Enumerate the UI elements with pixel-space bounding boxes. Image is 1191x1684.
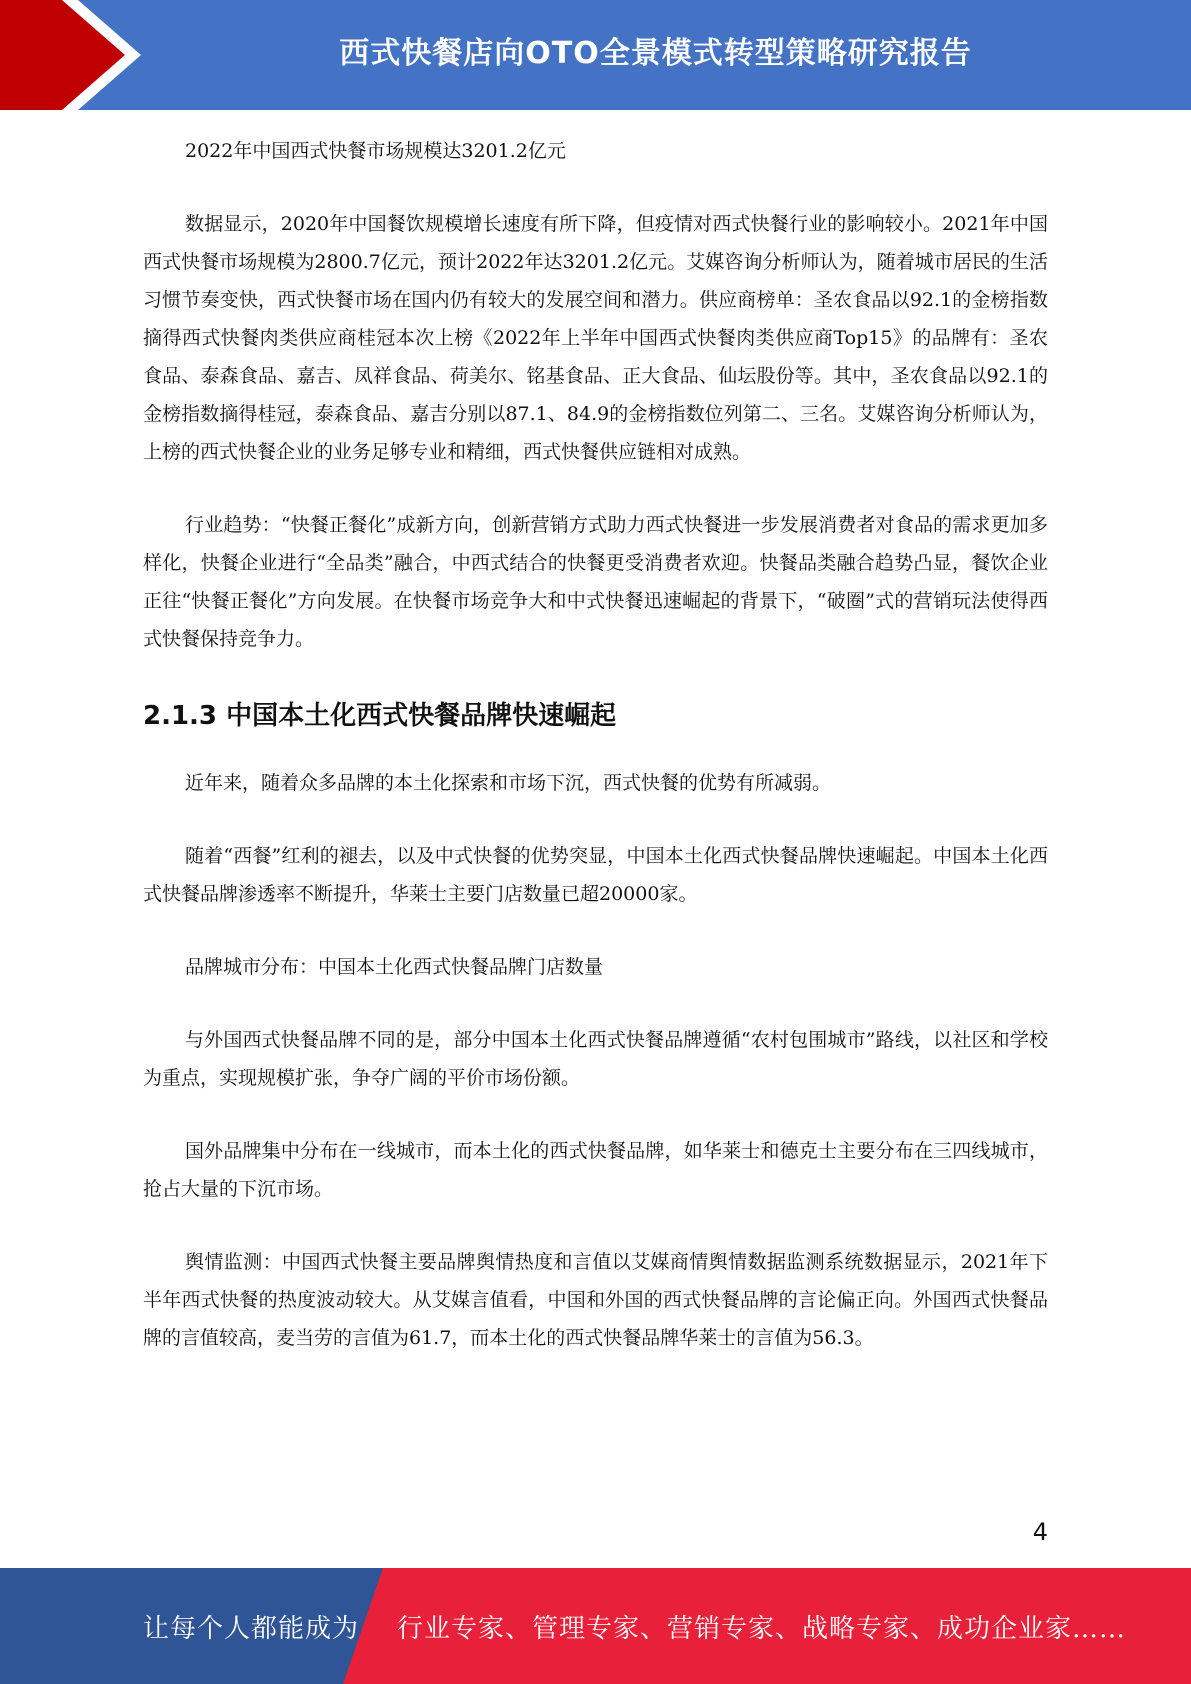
report-title: 西式快餐店向OTO全景模式转型策略研究报告: [339, 36, 972, 71]
page-number: 4: [1032, 1518, 1048, 1546]
foreign-brands-paragraph: 国外品牌集中分布在一线城市，而本土化的西式快餐品牌，如华莱士和德克士主要分布在三四线城市，抢占大量的下沉市场。: [143, 1140, 1048, 1200]
subtitle-paragraph: 2022年中国西式快餐市场规模达3201.2亿元: [185, 140, 566, 162]
page-header: [0, 0, 1191, 110]
localization-paragraph: 随着“西餐”红利的褪去，以及中式快餐的优势突显，中国本土化西式快餐品牌快速崛起。中国本土化西式快餐品牌渗透率不断提升，华莱士主要门店数量已超20000家。: [143, 845, 1048, 905]
industry-trend-paragraph: 行业趋势：“快餐正餐化”成新方向，创新营销方式助力西式快餐进一步发展消费者对食品的需求更加多样化，快餐企业进行“全品类”融合，中西式结合的快餐更受消费者欢迎。快餐品类融合趋势凸显，餐饮企业正往“快餐正餐化”方向发展。在快餐市场竞争大和中式快餐迅速崛起的背景下，“破圈”式的营销玩法使得西式快餐保持竞争力。: [143, 514, 1048, 650]
page-body: [143, 132, 1048, 1357]
footer-slogan-right: 行业专家、管理专家、营销专家、战略专家、成功企业家……: [397, 1613, 1127, 1644]
city-distribution-paragraph: 品牌城市分布：中国本土化西式快餐品牌门店数量: [185, 956, 604, 978]
footer-slogan-left: 让每个人都能成为: [143, 1613, 360, 1644]
rural-strategy-paragraph: 与外国西式快餐品牌不同的是，部分中国本土化西式快餐品牌遵循“农村包围城市”路线，以社区和学校为重点，实现规模扩张，争夺广阔的平价市场份额。: [143, 1029, 1048, 1089]
header-arrow-decoration: [0, 0, 160, 110]
page-footer: [0, 1568, 1191, 1684]
intro-paragraph: 近年来，随着众多品牌的本土化探索和市场下沉，西式快餐的优势有所减弱。: [185, 772, 832, 794]
sentiment-paragraph: 舆情监测：中国西式快餐主要品牌舆情热度和言值以艾媒商情舆情数据监测系统数据显示，2021年下半年西式快餐的热度波动较大。从艾媒言值看，中国和外国的西式快餐品牌的言论偏正向。外国西式快餐品牌的言值较高，麦当劳的言值为61.7，而本土化的西式快餐品牌华莱士的言值为56.3。: [143, 1251, 1048, 1349]
section-heading: 2.1.3 中国本土化西式快餐品牌快速崛起: [143, 701, 617, 731]
market-size-paragraph: 数据显示，2020年中国餐饮规模增长速度有所下降，但疫情对西式快餐行业的影响较小。2021年中国西式快餐市场规模为2800.7亿元，预计2022年达3201.2亿元。艾媒咨询分析师认为，随着城市居民的生活习惯节奏变快，西式快餐市场在国内仍有较大的发展空间和潜力。供应商榜单：圣农食品以92.1的金榜指数摘得西式快餐肉类供应商桂冠本次上榜《2022年上半年中国西式快餐肉类供应商Top15》的品牌有：圣农食品、泰森食品、嘉吉、凤祥食品、荷美尔、铭基食品、正大食品、仙坛股份等。其中，圣农食品以92.1的金榜指数摘得桂冠，泰森食品、嘉吉分别以87.1、84.9的金榜指数位列第二、三名。艾媒咨询分析师认为，上榜的西式快餐企业的业务足够专业和精细，西式快餐供应链相对成熟。: [143, 213, 1048, 463]
